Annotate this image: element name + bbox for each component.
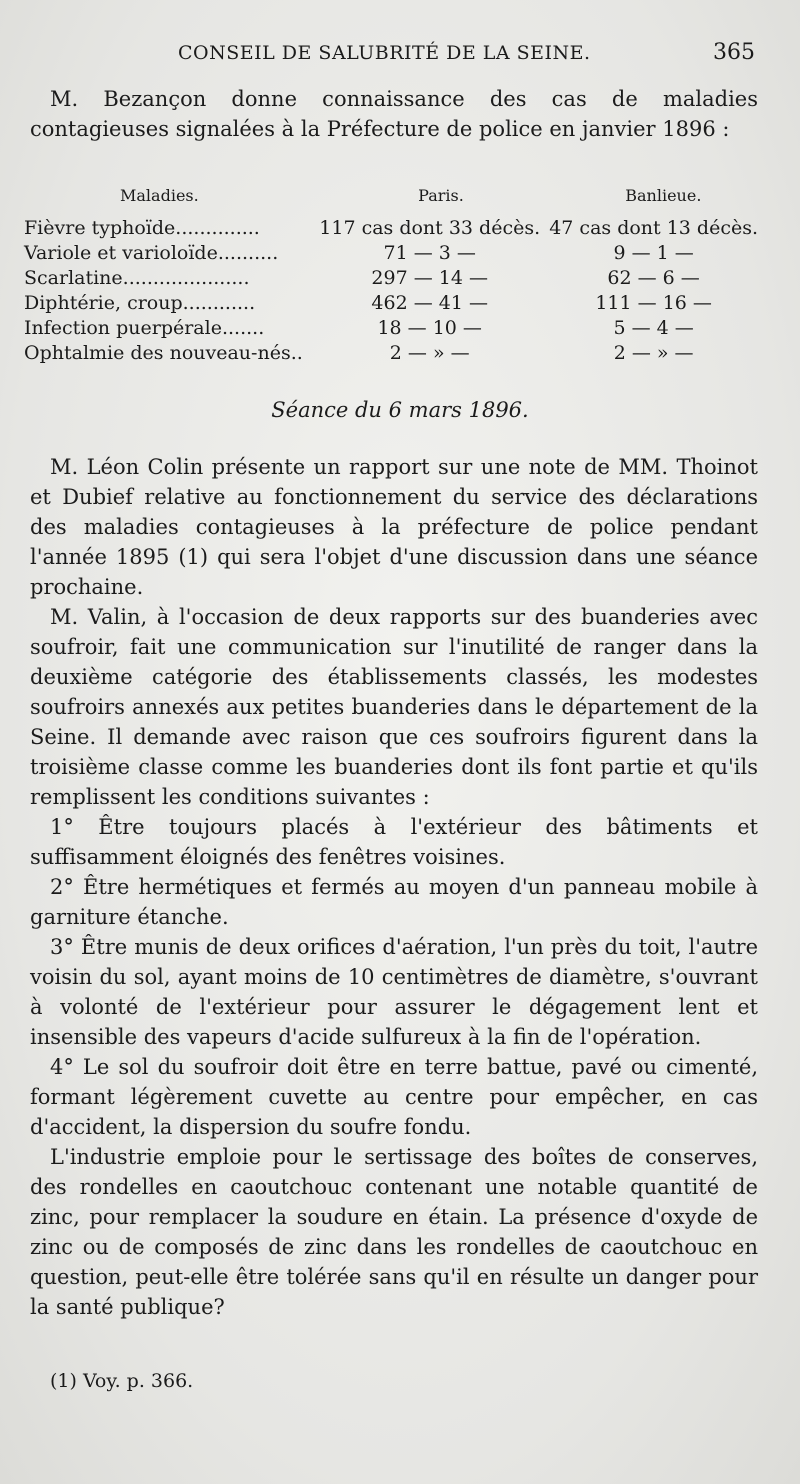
- page-number: 365: [713, 40, 755, 65]
- header-banlieue: Banlieue.: [625, 186, 702, 205]
- banlieue-cases: 62 — 6 —: [607, 267, 700, 289]
- footnote: (1) Voy. p. 366.: [50, 1370, 194, 1392]
- disease-name: Scarlatine.....................: [24, 267, 250, 289]
- running-head: [0, 40, 800, 70]
- table-row: [24, 291, 762, 316]
- body-text: [30, 452, 758, 1322]
- table-row: [24, 341, 762, 366]
- disease-name: Variole et varioloïde..........: [24, 242, 279, 264]
- paragraph-valin-communication: M. Valin, à l'occasion de deux rapports sur des buanderies avec soufroir, fait une communication sur l'inutilité de ranger dans la deuxième catégorie des établissements classés, les modestes soufroirs annexés aux petites buanderies dans le département de la Seine. Il demande avec raison que ces soufroirs figurent dans la troisième classe comme les buanderies dont ils font partie et qu'ils remplissent les conditions suivantes :: [30, 605, 758, 809]
- banlieue-cases: 5 — 4 —: [613, 317, 694, 339]
- table-row: [24, 316, 762, 341]
- running-title: CONSEIL DE SALUBRITÉ DE LA SEINE.: [178, 42, 591, 64]
- table-row: [24, 216, 762, 241]
- disease-name: Fièvre typhoïde..............: [24, 217, 260, 239]
- paris-cases: 462 — 41 —: [371, 292, 488, 314]
- table-header-row: [24, 183, 762, 216]
- condition-1: 1° Être toujours placés à l'extérieur des bâtiments et suffisamment éloignés des fenêtres voisines.: [30, 815, 758, 869]
- disease-table: [24, 183, 762, 366]
- table-row: [24, 266, 762, 291]
- banlieue-cases: 2 — » —: [613, 342, 694, 364]
- paris-cases: 297 — 14 —: [371, 267, 488, 289]
- condition-4: 4° Le sol du soufroir doit être en terre battue, pavé ou cimenté, formant légèrement cuvette au centre pour empêcher, en cas d'accident, la dispersion du soufre fondu.: [30, 1055, 758, 1139]
- disease-name: Diphtérie, croup............: [24, 292, 256, 314]
- banlieue-cases: 47 cas dont 13 décès.: [549, 217, 759, 239]
- paragraph-zinc-question: L'industrie emploie pour le sertissage des boîtes de conserves, des rondelles en caoutchouc contenant une notable quantité de zinc, pour remplacer la soudure en étain. La présence d'oxyde de zinc ou de composés de zinc dans les rondelles de caoutchouc en question, peut-elle être tolérée sans qu'il en résulte un danger pour la santé publique?: [30, 1145, 758, 1319]
- condition-2: 2° Être hermétiques et fermés au moyen d'un panneau mobile à garniture étanche.: [30, 875, 758, 929]
- header-paris: Paris.: [418, 186, 464, 205]
- intro-paragraph: M. Bezançon donne connaissance des cas de maladies contagieuses signalées à la Préfecture de police en janvier 1896 :: [30, 87, 758, 141]
- banlieue-cases: 9 — 1 —: [613, 242, 694, 264]
- header-maladies: Maladies.: [120, 186, 199, 205]
- paris-cases: 71 — 3 —: [383, 242, 476, 264]
- session-title: Séance du 6 mars 1896.: [271, 398, 529, 422]
- paris-cases: 117 cas dont 33 décès.: [319, 217, 541, 239]
- paragraph-colin-report: M. Léon Colin présente un rapport sur une note de MM. Thoinot et Dubief relative au fonctionnement du service des déclarations des maladies contagieuses à la préfecture de police pendant l'année 1895 (1) qui sera l'objet d'une discussion dans une séance prochaine.: [30, 455, 758, 599]
- disease-name: Ophtalmie des nouveau-nés..: [24, 342, 303, 364]
- intro-paragraph-block: [30, 84, 758, 144]
- condition-3: 3° Être munis de deux orifices d'aération, l'un près du toit, l'autre voisin du sol, ayant moins de 10 centimètres de diamètre, s'ouvrant à volonté de l'extérieur pour assurer le dégagement lent et insensible des vapeurs d'acide sulfureux à la fin de l'opération.: [30, 935, 758, 1049]
- paris-cases: 2 — » —: [389, 342, 470, 364]
- table-row: [24, 241, 762, 266]
- paris-cases: 18 — 10 —: [377, 317, 482, 339]
- banlieue-cases: 111 — 16 —: [595, 292, 712, 314]
- disease-name: Infection puerpérale.......: [24, 317, 265, 339]
